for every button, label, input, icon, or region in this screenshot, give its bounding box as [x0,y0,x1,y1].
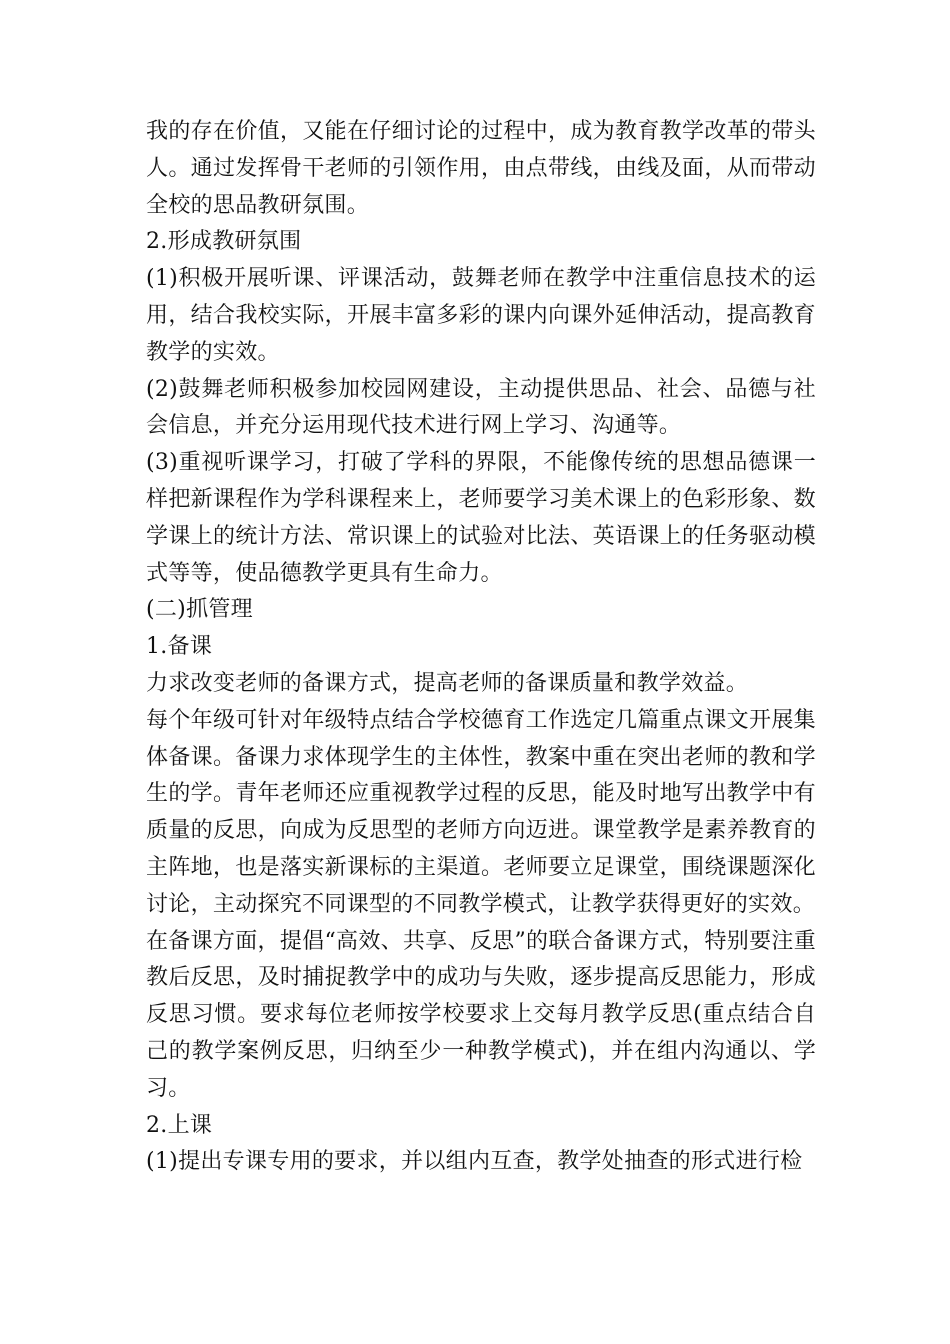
section-heading-class: 2.上课 [146,1112,213,1138]
paragraph-class-item-1: (1)提出专课专用的要求，并以组内互查，教学处抽查的形式进行检 [146,1149,803,1175]
section-heading-research-atmosphere: 2.形成教研氛围 [146,229,302,255]
section-heading-lesson-prep: 1.备课 [146,634,213,660]
paragraph-item-3: (3)重视听课学习，打破了学科的界限，不能像传统的思想品德课一样把新课程作为学科课程来上，老师要学习美术课上的色彩形象、数学课上的统计方法、常识课上的试验对比法、英语课上的任务驱动模式等等，使品德教学更具有生命力。 [146,450,816,586]
paragraph-collective-prep: 每个年级可针对年级特点结合学校德育工作选定几篇重点课文开展集体备课。备课力求体现学生的主体性，教案中重在突出老师的教和学生的学。青年老师还应重视教学过程的反思，能及时地写出教学中有质量的反思，向成为反思型的老师方向迈进。课堂教学是素养教育的主阵地，也是落实新课标的主渠道。老师要立足课堂，围绕课题深化讨论，主动探究不同课型的不同教学模式，让教学获得更好的实效。 [146,707,816,917]
section-heading-management: (二)抓管理 [146,597,253,623]
paragraph-item-2: (2)鼓舞老师积极参加校园网建设，主动提供思品、社会、品德与社会信息，并充分运用现代技术进行网上学习、沟通等。 [146,376,816,439]
paragraph-continuation: 我的存在价值，又能在仔细讨论的过程中，成为教育教学改革的带头人。通过发挥骨干老师的引领作用，由点带线，由线及面，从而带动全校的思品教研氛围。 [146,119,816,218]
document-body [146,114,816,1181]
paragraph-item-1: (1)积极开展听课、评课活动，鼓舞老师在教学中注重信息技术的运用，结合我校实际，开展丰富多彩的课内向课外延伸活动，提高教育教学的实效。 [146,266,816,365]
paragraph-lesson-prep-goal: 力求改变老师的备课方式，提高老师的备课质量和教学效益。 [146,670,749,696]
paragraph-joint-prep: 在备课方面，提倡“高效、共享、反思”的联合备课方式，特别要注重教后反思，及时捕捉教学中的成功与失败，逐步提高反思能力，形成反思习惯。要求每位老师按学校要求上交每月教学反思(重点结合自己的教学案例反思，归纳至少一种教学模式)，并在组内沟通以、学习。 [146,928,816,1101]
